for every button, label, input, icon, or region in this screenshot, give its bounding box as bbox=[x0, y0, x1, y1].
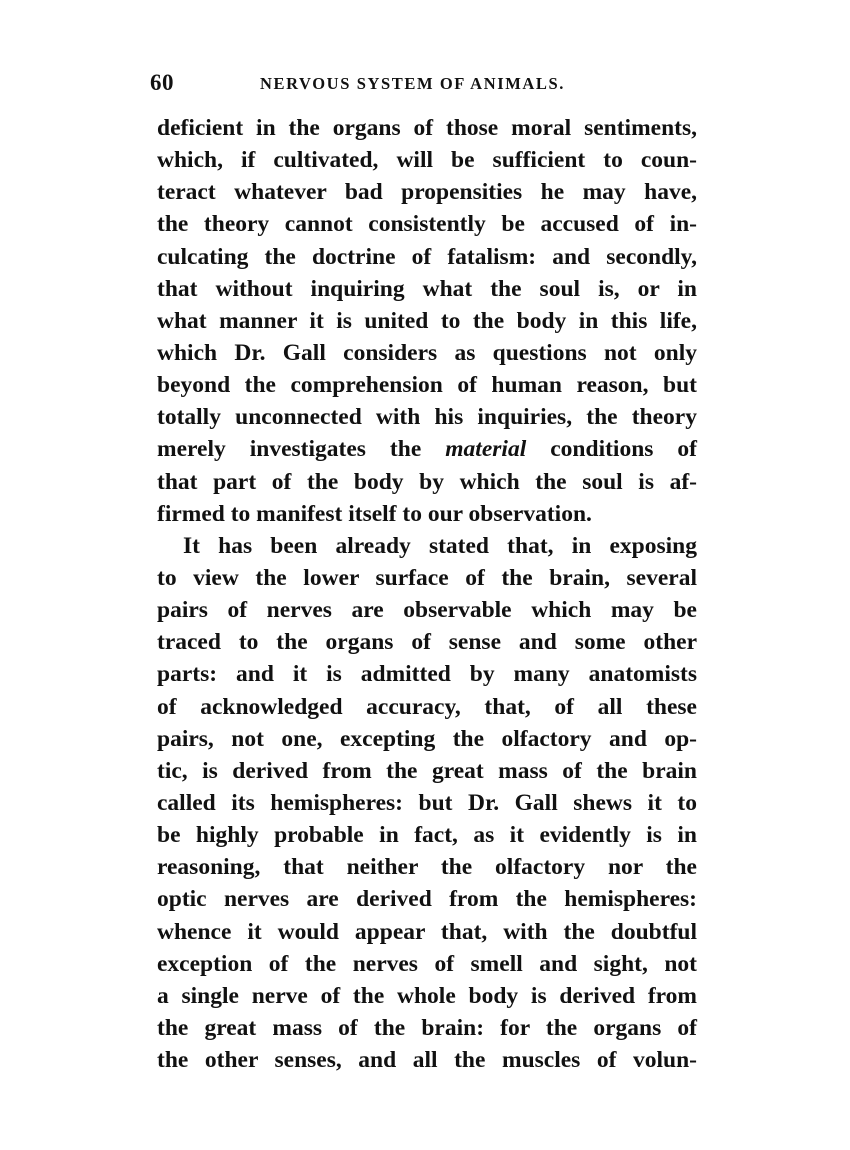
text-line: to view the lower surface of the brain, several bbox=[157, 564, 697, 591]
text-line: what manner it is united to the body in this life, bbox=[157, 307, 697, 334]
text-line: which Dr. Gall considers as questions not only bbox=[157, 339, 697, 366]
running-head: NERVOUS SYSTEM OF ANIMALS. bbox=[260, 74, 566, 93]
text-line: It has been already stated that, in exposing bbox=[183, 532, 697, 559]
text-line: whence it would appear that, with the doubtful bbox=[157, 918, 697, 945]
text-line: traced to the organs of sense and some other bbox=[157, 629, 697, 656]
text-segment: merely investigates the bbox=[157, 436, 422, 463]
text-line: which, if cultivated, will be sufficient to coun- bbox=[157, 147, 697, 174]
paragraph-2 bbox=[157, 530, 697, 1076]
text-line: be highly probable in fact, as it evidently is in bbox=[157, 822, 697, 849]
text-line: the great mass of the brain: for the organs of bbox=[157, 1014, 697, 1041]
text-line: parts: and it is admitted by many anatomists bbox=[157, 661, 697, 688]
text-line: pairs, not one, excepting the olfactory and op- bbox=[157, 725, 697, 752]
text-line: called its hemispheres: but Dr. Gall shews it to bbox=[157, 789, 697, 816]
text-line: that without inquiring what the soul is, or in bbox=[157, 275, 697, 302]
text-line: the theory cannot consistently be accused of in- bbox=[157, 211, 697, 238]
paragraph-1 bbox=[157, 112, 697, 530]
text-line: culcating the doctrine of fatalism: and secondly, bbox=[157, 243, 697, 270]
text-line: that part of the body by which the soul is af- bbox=[157, 468, 697, 495]
text-line: deficient in the organs of those moral sentiments, bbox=[157, 115, 697, 141]
body-text bbox=[157, 112, 697, 1076]
text-line: teract whatever bad propensities he may have, bbox=[157, 179, 697, 206]
text-segment: conditions of bbox=[550, 436, 698, 463]
text-line bbox=[157, 433, 697, 465]
page-number: 60 bbox=[150, 70, 174, 95]
text-line: firmed to manifest itself to our observation. bbox=[157, 500, 592, 527]
text-line: optic nerves are derived from the hemispheres: bbox=[157, 886, 697, 913]
text-line: the other senses, and all the muscles of volun- bbox=[157, 1047, 697, 1074]
text-line: pairs of nerves are observable which may be bbox=[157, 597, 697, 624]
page-header bbox=[150, 70, 700, 102]
text-line: exception of the nerves of smell and sight, not bbox=[157, 950, 697, 977]
italic-word: material bbox=[445, 436, 527, 463]
text-line: reasoning, that neither the olfactory nor the bbox=[157, 854, 697, 881]
text-line: a single nerve of the whole body is derived from bbox=[157, 982, 697, 1009]
text-line: of acknowledged accuracy, that, of all these bbox=[157, 693, 697, 720]
text-line: tic, is derived from the great mass of the brain bbox=[157, 757, 697, 784]
text-line: beyond the comprehension of human reason, but bbox=[157, 372, 697, 399]
text-line: totally unconnected with his inquiries, the theory bbox=[157, 404, 697, 431]
